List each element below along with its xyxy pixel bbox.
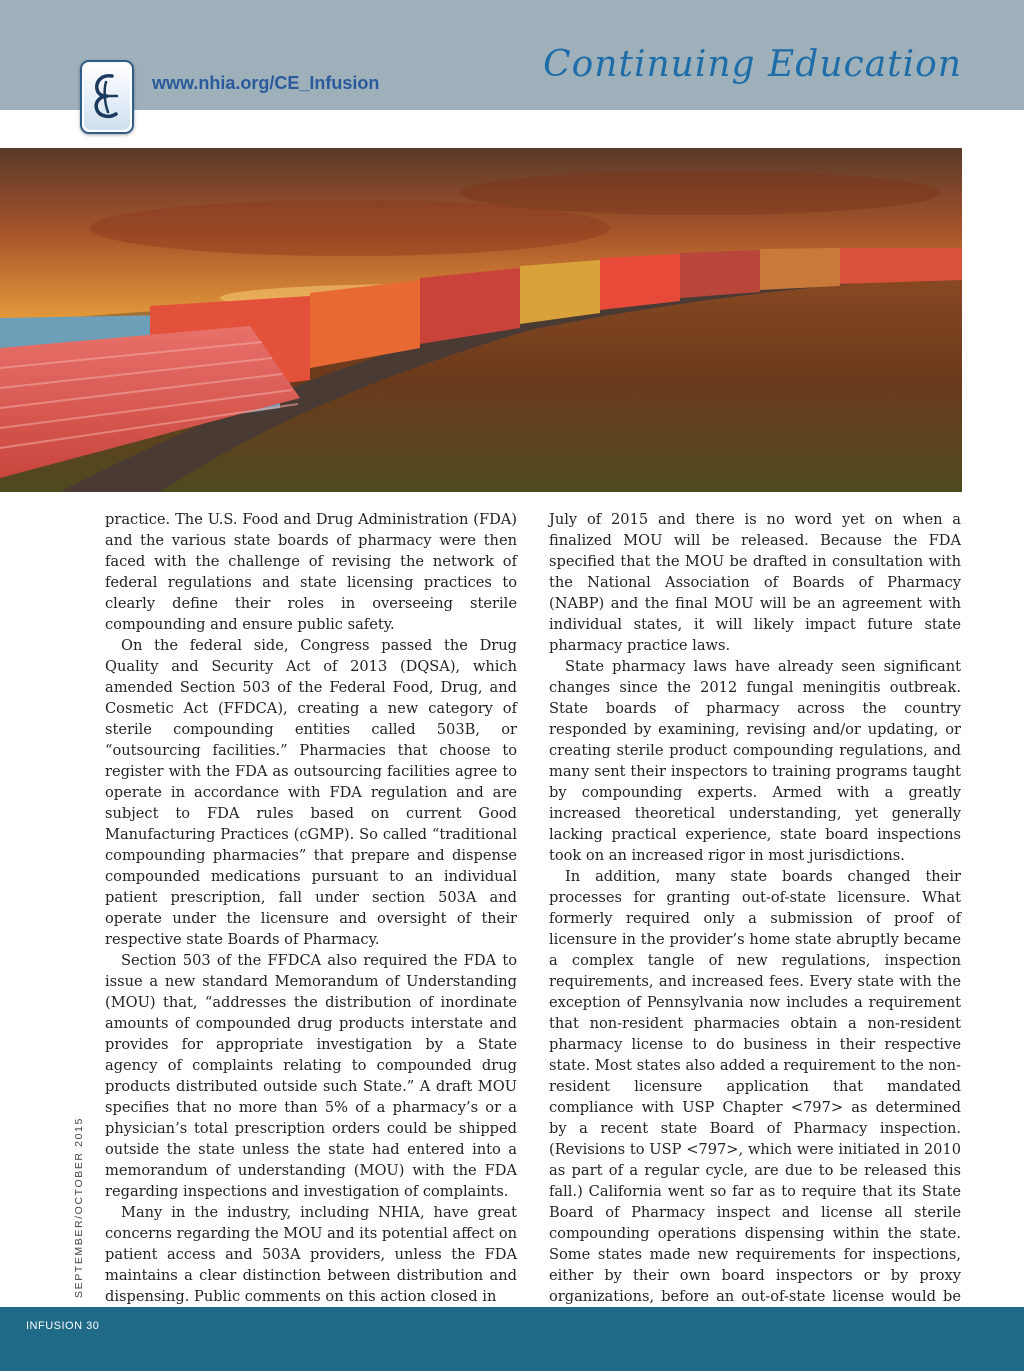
paragraph: practice. The U.S. Food and Drug Administration (FDA) and the various state boards of pharmacy were then faced with the challenge of revising the network of federal regulations and state licensing practices to clearly define their roles in overseeing sterile compounding and ensure public safety. — [105, 511, 517, 633]
paragraph: In addition, many state boards changed their processes for granting out-of-state licensure. What formerly required only a submission of proof of licensure in the provider’s home state abruptly became a complex tangle of new regulations, inspection requirements, and increased fees. Every state with the exception of Pennsylvania now includes a requirement that non-resident pharmacies obtain a non-resident pharmacy license to do business in their respective state. Most states also added a requirement to the non-resident licensure application that mandated compliance with USP Chapter <797> as determined by a recent state Board of Pharmacy inspection. (Revisions to USP <797>, which were initiated in 2010 as part of a regular cycle, are due to be released this fall.) California went so far as to require that its State Board of Pharmacy inspect and license all sterile compounding operations dispensing within the state. Some states made new requirements for inspections, either by their own board inspectors or by proxy organizations, before an out-of-state license would be — [549, 868, 961, 1305]
hero-photo — [0, 148, 962, 492]
article-column-left — [105, 509, 517, 1307]
article-column-right — [549, 509, 961, 1349]
paragraph: July of 2015 and there is no word yet on when a finalized MOU will be released. Because the FDA specified that the MOU be drafted in consultation with the National Association of Boards of Pharmacy (NABP) and the final MOU will be an agreement with individual states, it will likely impact future state pharmacy practice laws. — [549, 511, 961, 654]
page-number-label: INFUSION 30 — [26, 1320, 100, 1332]
footer-band — [0, 1307, 1024, 1371]
paragraph: On the federal side, Congress passed the Drug Quality and Security Act of 2013 (DQSA), which amended Section 503 of the Federal Food, Drug, and Cosmetic Act (FFDCA), creating a new category of sterile compounding entities called 503B, or “outsourcing facilities.” Pharmacies that choose to register with the FDA as outsourcing facilities agree to operate in accordance with FDA regulation and are subject to FDA rules based on current Good Manufacturing Practices (cGMP). So called “traditional compounding pharmacies” that prepare and dispense compounded medications pursuant to an individual patient prescription, fall under section 503A and operate under the licensure and oversight of their respective state Boards of Pharmacy. — [105, 637, 517, 948]
paragraph: Many in the industry, including NHIA, have great concerns regarding the MOU and its potential affect on patient access and 503A providers, unless the FDA maintains a clear distinction between distribution and dispensing. Public comments on this action closed in — [105, 1204, 517, 1305]
site-url-link[interactable]: www.nhia.org/CE_Infusion — [152, 73, 380, 93]
ce-logo-icon[interactable] — [80, 60, 134, 134]
paragraph: State pharmacy laws have already seen significant changes since the 2012 fungal meningitis outbreak. State boards of pharmacy across the country responded by examining, revising and/or updating, or creating sterile product compounding regulations, and many sent their inspectors to training programs taught by compounding experts. Armed with a greatly increased theoretical understanding, yet generally lacking practical experience, state board inspections took on an increased rigor in most jurisdictions. — [549, 658, 961, 864]
issue-date-label: SEPTEMBER/OCTOBER 2015 — [73, 1117, 85, 1298]
paragraph: Section 503 of the FFDCA also required the FDA to issue a new standard Memorandum of Understanding (MOU) that, “addresses the distribution of inordinate amounts of compounded drug products interstate and provides for appropriate investigation by a State agency of complaints relating to compounded drug products distributed outside such State.” A draft MOU specifies that no more than 5% of a pharmacy’s or a physician’s total prescription orders could be shipped outside the state unless the state had entered into a memorandum of understanding (MOU) with the FDA regarding inspections and investigation of complaints. — [105, 952, 517, 1200]
section-title: Continuing Education — [543, 44, 962, 85]
